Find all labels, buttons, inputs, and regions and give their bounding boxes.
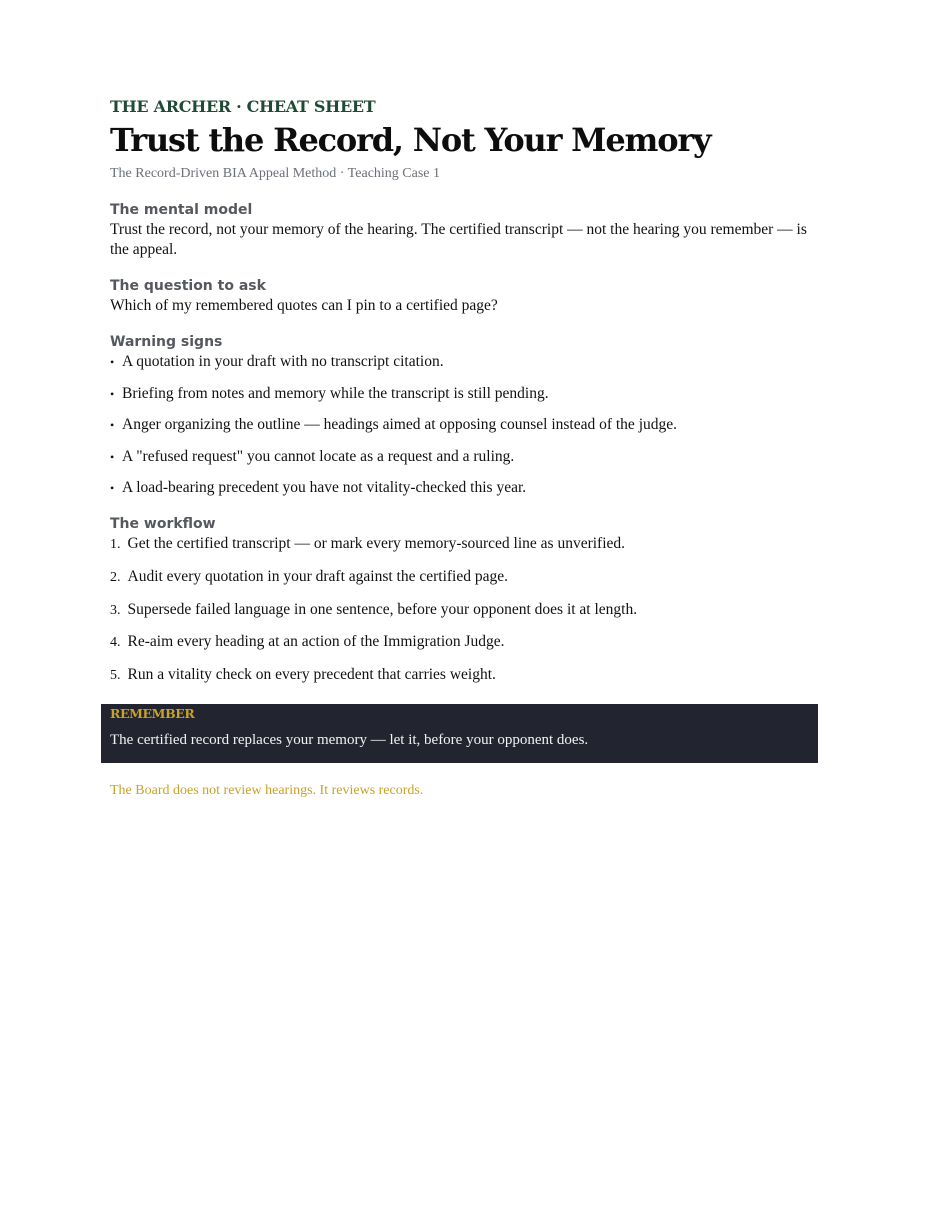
question-section: [110, 276, 820, 316]
list-item-text: Briefing from notes and memory while the transcript is still pending.: [122, 384, 549, 402]
warning-signs-list: [110, 352, 820, 498]
mental-model-section: [110, 200, 820, 260]
step-text: Re-aim every heading at an action of the Immigration Judge.: [127, 633, 505, 651]
warning-signs-section: [110, 332, 820, 498]
workflow-section: [110, 514, 820, 685]
step-number: 1.: [110, 537, 121, 553]
page-subtitle: The Record-Driven BIA Appeal Method · Teaching Case 1: [110, 166, 441, 181]
step-number: 2.: [110, 569, 121, 585]
list-item: [110, 384, 820, 404]
bullet-icon: •: [110, 449, 115, 464]
workflow-step: [110, 600, 820, 621]
workflow-step: [110, 534, 820, 555]
remember-callout: [101, 704, 818, 763]
workflow-step: [110, 665, 820, 686]
bullet-icon: •: [110, 418, 115, 433]
step-number: 4.: [110, 635, 121, 651]
section-heading: The workflow: [110, 516, 216, 533]
list-item: [110, 415, 820, 435]
list-item-text: A "refused request" you cannot locate as a request and a ruling.: [122, 447, 515, 465]
section-heading: The question to ask: [110, 278, 266, 294]
callout-text: The certified record replaces your memory — let it, before your opponent does.: [110, 732, 589, 748]
list-item-text: Anger organizing the outline — headings aimed at opposing counsel instead of the judge.: [122, 416, 678, 434]
step-text: Run a vitality check on every precedent that carries weight.: [127, 665, 496, 683]
section-heading: The mental model: [110, 202, 253, 218]
bullet-icon: •: [110, 355, 115, 369]
step-number: 3.: [110, 602, 121, 618]
footer-tagline: The Board does not review hearings. It reviews records.: [110, 783, 424, 798]
bullet-icon: •: [110, 386, 115, 401]
page-title: Trust the Record, Not Your Memory: [110, 121, 711, 159]
step-text: Audit every quotation in your draft against the certified page.: [127, 567, 508, 585]
bullet-icon: •: [110, 481, 115, 496]
workflow-list: [110, 534, 820, 685]
step-text: Get the certified transcript — or mark every memory-sourced line as unverified.: [127, 535, 626, 553]
section-body: Which of my remembered quotes can I pin to a certified page?: [110, 297, 498, 314]
list-item-text: A load-bearing precedent you have not vitality-checked this year.: [122, 479, 527, 497]
workflow-step: [110, 632, 820, 653]
callout-label: REMEMBER: [110, 706, 195, 721]
list-item: [110, 447, 820, 467]
section-heading: Warning signs: [110, 334, 223, 350]
step-text: Supersede failed language in one sentence, before your opponent does it at length.: [127, 600, 638, 618]
list-item-text: A quotation in your draft with no transcript citation.: [122, 353, 444, 370]
section-body: Trust the record, not your memory of the hearing. The certified transcript — not the hearing you remember — is the appeal.: [110, 221, 807, 258]
step-number: 5.: [110, 667, 121, 683]
series-eyebrow: THE ARCHER · CHEAT SHEET: [110, 97, 376, 116]
cheat-sheet-page: [110, 96, 820, 686]
workflow-step: [110, 567, 820, 588]
list-item: [110, 352, 820, 372]
list-item: [110, 478, 820, 498]
